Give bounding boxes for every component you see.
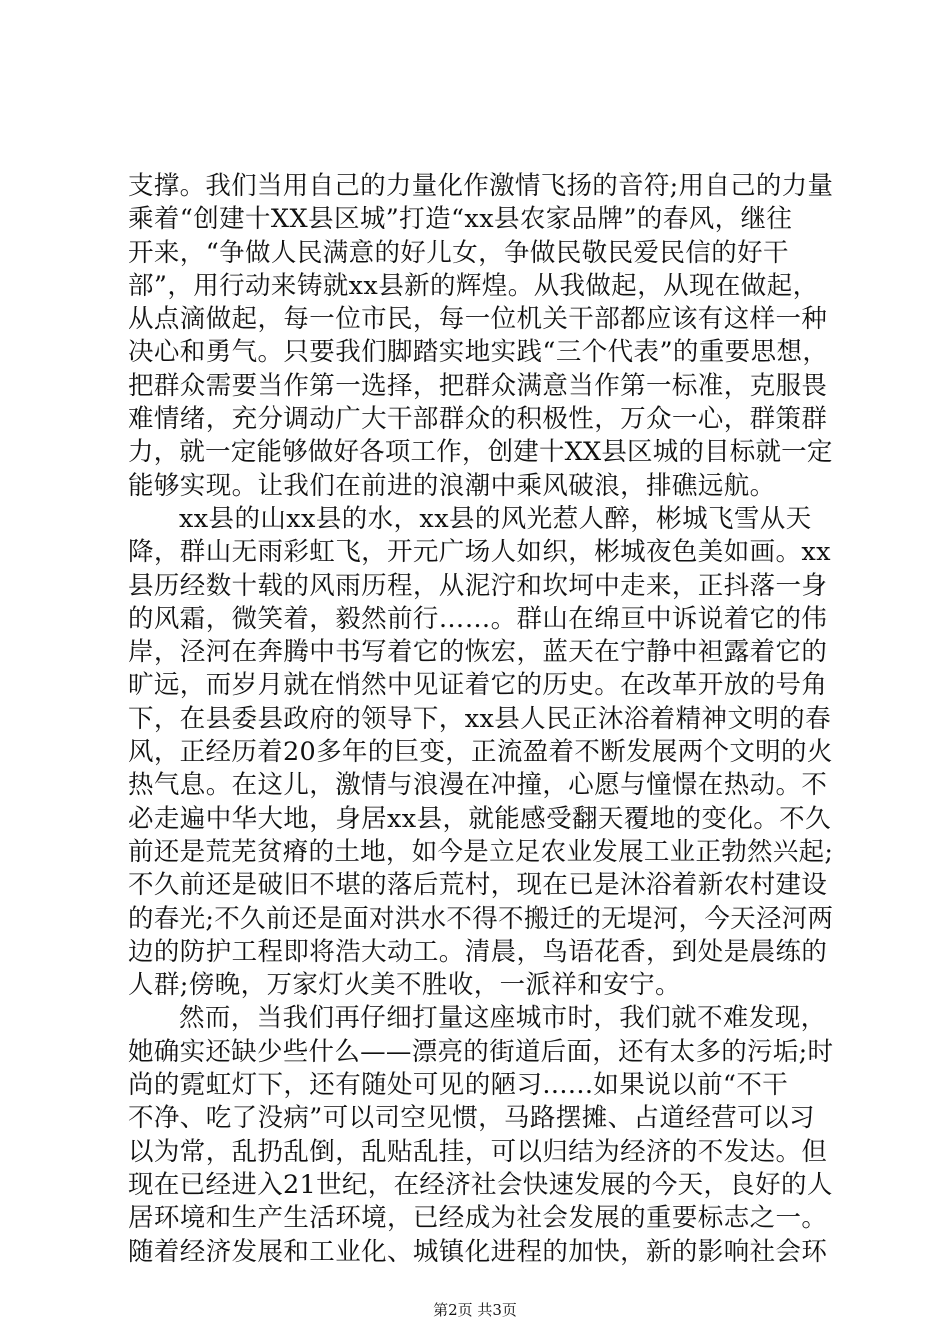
text-line: 开来，“争做人民满意的好儿女，争做民敬民爱民信的好干 [128, 237, 789, 268]
text-line: 部”，用行动来铸就xx县新的辉煌。从我做起，从现在做起， [128, 270, 819, 301]
text-line: 把群众需要当作第一选择，把群众满意当作第一标准，克服畏 [128, 370, 828, 401]
text-line: 热气息。在这儿，激情与浪漫在冲撞，心愿与憧憬在热动。不 [128, 770, 828, 801]
page-footer: 第2页 共3页 [433, 1301, 517, 1319]
text-line: 乘着“创建十XX县区城”打造“xx县农家品牌”的春风，继往 [128, 204, 793, 235]
text-line: 能够实现。让我们在前进的浪潮中乘风破浪，排礁远航。 [128, 470, 776, 501]
text-line: 尚的霓虹灯下，还有随处可见的陋习......如果说以前“不干 [128, 1070, 789, 1101]
text-line: 居环境和生产生活环境，已经成为社会发展的重要标志之一。 [128, 1203, 828, 1234]
text-line: 不久前还是破旧不堪的落后荒村，现在已是沐浴着新农村建设 [128, 870, 828, 901]
document-body [128, 170, 834, 1269]
text-line: 然而，当我们再仔细打量这座城市时，我们就不难发现， [179, 1003, 827, 1034]
text-line: 以为常，乱扔乱倒，乱贴乱挂，可以归结为经济的不发达。但 [128, 1136, 828, 1167]
text-line: 旷远，而岁月就在悄然中见证着它的历史。在改革开放的号角 [128, 670, 828, 701]
text-line: 从点滴做起，每一位市民，每一位机关干部都应该有这样一种 [128, 304, 828, 335]
text-line: 风，正经历着20多年的巨变，正流盈着不断发展两个文明的火 [128, 737, 833, 768]
text-line: 难情绪，充分调动广大干部群众的积极性，万众一心，群策群 [128, 404, 828, 435]
text-line: 县历经数十载的风雨历程，从泥泞和坎坷中走来，正抖落一身 [128, 570, 828, 601]
text-line: 降，群山无雨彩虹飞，开元广场人如织，彬城夜色美如画。xx [128, 537, 831, 568]
text-line: 必走遍中华大地，身居xx县，就能感受翻天覆地的变化。不久 [128, 803, 831, 834]
text-line: 随着经济发展和工业化、城镇化进程的加快，新的影响社会环 [128, 1236, 828, 1267]
text-line: 边的防护工程即将浩大动工。清晨，鸟语花香，到处是晨练的 [128, 936, 828, 967]
text-line: 支撑。我们当用自己的力量化作激情飞扬的音符;用自己的力量 [128, 171, 834, 201]
text-line: 的春光;不久前还是面对洪水不得不搬迁的无堤河，今天泾河两 [128, 903, 834, 934]
text-line: 的风霜，微笑着，毅然前行……。群山在绵亘中诉说着它的伟 [128, 603, 828, 634]
text-line: xx县的山xx县的水，xx县的风光惹人醉，彬城飞雪从天 [179, 503, 812, 534]
text-line: 决心和勇气。只要我们脚踏实地实践“三个代表”的重要思想， [128, 337, 829, 368]
text-line: 现在已经进入21世纪，在经济社会快速发展的今天，良好的人 [128, 1169, 833, 1200]
text-line: 力，就一定能够做好各项工作，创建十XX县区城的目标就一定 [128, 437, 833, 468]
text-line: 人群;傍晚，万家灯火美不胜收，一派祥和安宁。 [128, 970, 681, 1001]
text-line: 下，在县委县政府的领导下，xx县人民正沐浴着精神文明的春 [128, 703, 831, 734]
text-line: 不净、吃了没病”可以司空见惯，马路摆摊、占道经营可以习 [128, 1103, 815, 1134]
text-line: 前还是荒芜贫瘠的土地，如今是立足农业发展工业正勃然兴起; [128, 836, 834, 867]
text-line: 岸，泾河在奔腾中书写着它的恢宏，蓝天在宁静中袒露着它的 [128, 637, 828, 668]
text-line: 她确实还缺少些什么——漂亮的街道后面，还有太多的污垢;时 [128, 1036, 834, 1067]
